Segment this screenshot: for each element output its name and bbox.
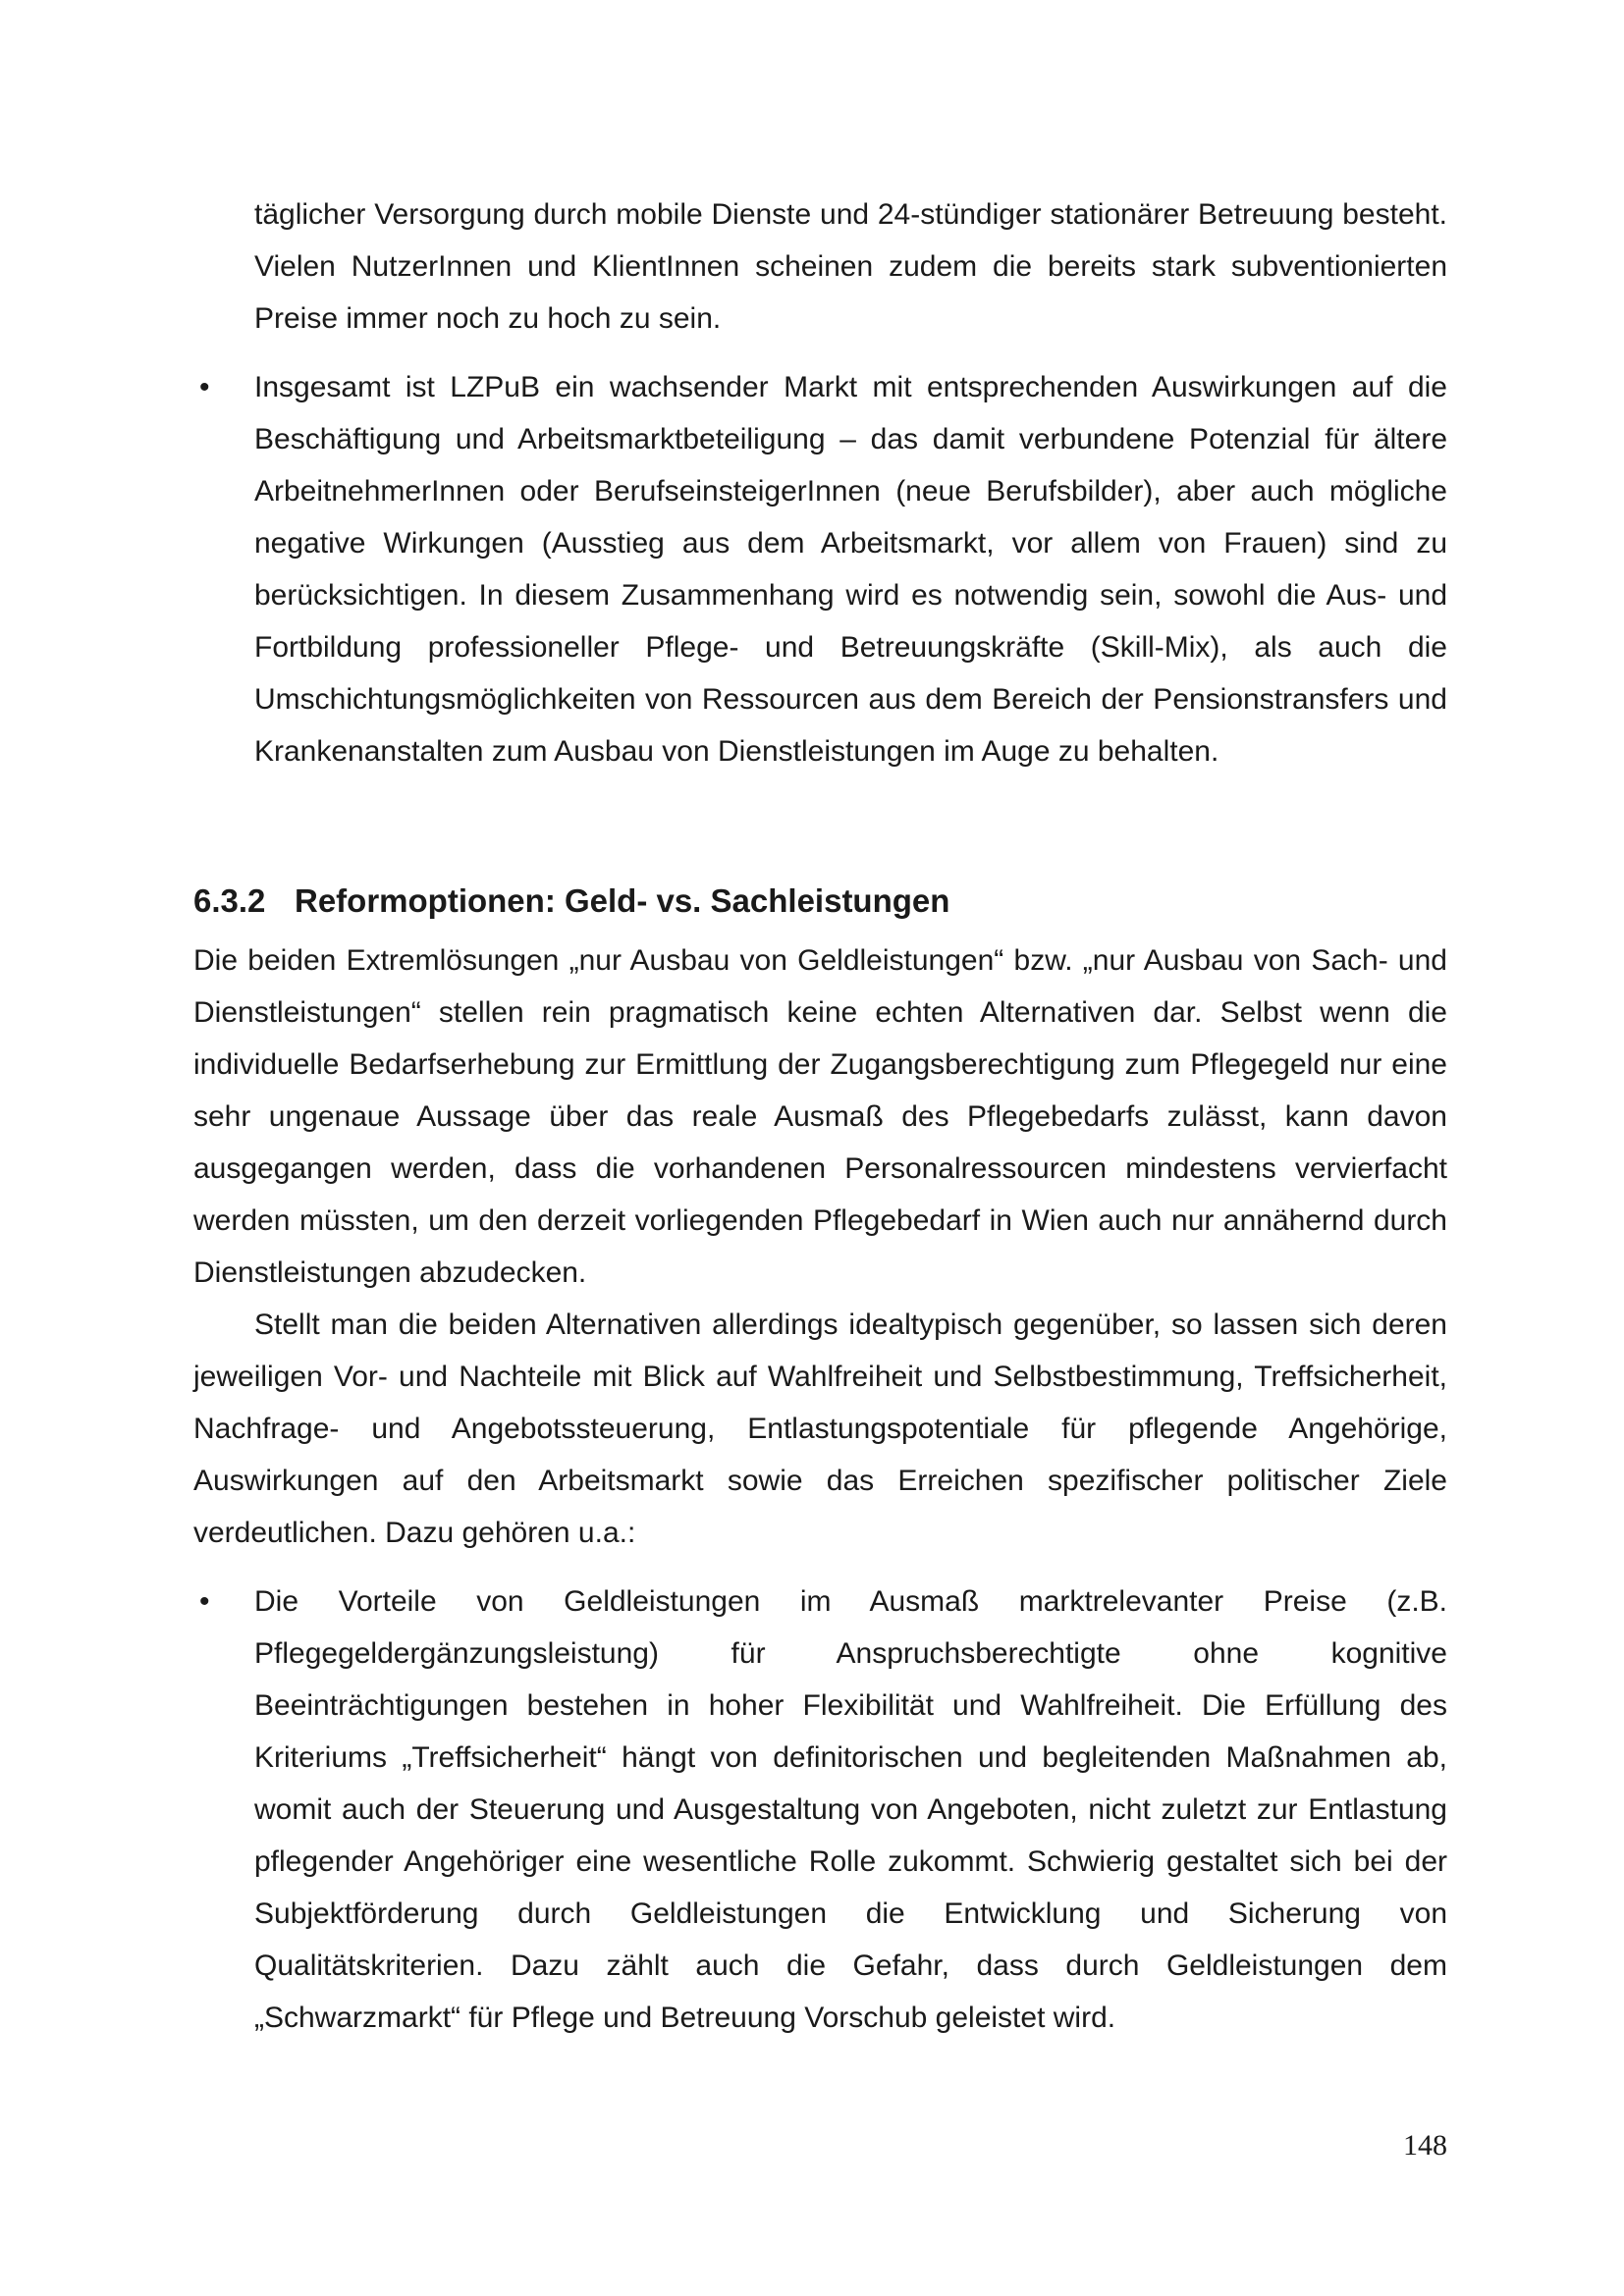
continued-bullet-text: täglicher Versorgung durch mobile Dienste und 24-stündiger stationärer Betreuung besteht. Vielen NutzerInnen und KlientInnen scheinen zudem die bereits stark subventionierten Preise immer noch zu hoch zu sein.: [254, 198, 1447, 335]
page-content: [193, 188, 1447, 2044]
bullet-item-labor-market: [199, 361, 1447, 777]
paragraph-alternatives: Stellt man die beiden Alternativen allerdings idealtypisch gegenüber, so lassen sich deren jeweiligen Vor- und Nachteile mit Blick auf Wahlfreiheit und Selbstbestimmung, Treffsicherheit, Nachfrage- und Angebotssteuerung, Entlastungspotentiale für pflegende Angehörige, Auswirkungen auf den Arbeitsmarkt sowie das Erreichen spezifischer politischer Ziele verdeutlichen. Dazu gehören u.a.:: [193, 1308, 1447, 1549]
bullet-dot-icon: •: [199, 371, 210, 403]
bullet-text: Insgesamt ist LZPuB ein wachsender Markt mit entsprechenden Auswirkungen auf die Beschäftigung und Arbeitsmarktbeteiligung – das damit verbundene Potenzial für ältere ArbeitnehmerInnen oder BerufseinsteigerInnen (neue Berufsbilder), aber auch mögliche negative Wirkungen (Ausstieg aus dem Arbeitsmarkt, vor allem von Frauen) sind zu berücksichtigen. In diesem Zusammenhang wird es notwendig sein, sowohl die Aus- und Fortbildung professioneller Pflege- und Betreuungskräfte (Skill-Mix), als auch die Umschichtungsmöglichkeiten von Ressourcen aus dem Bereich der Pensionstransfers und Krankenanstalten zum Ausbau von Dienstleistungen im Auge zu behalten.: [254, 371, 1447, 768]
bullet-item-cash-benefits: [199, 1575, 1447, 2044]
paragraph-extreme-solutions: Die beiden Extremlösungen „nur Ausbau von Geldleistungen“ bzw. „nur Ausbau von Sach- und Dienstleistungen“ stellen rein pragmatisch keine echten Alternativen dar. Selbst wenn die individuelle Bedarfserhebung zur Ermittlung der Zugangsberechtigung zum Pflegegeld nur eine sehr ungenaue Aussage über das reale Ausmaß des Pflegebedarfs zulässt, kann davon ausgegangen werden, dass die vorhandenen Personalressourcen mindestens vervierfacht werden müssten, um den derzeit vorliegenden Pflegebedarf in Wien auch nur annähernd durch Dienstleistungen abzudecken.: [193, 944, 1447, 1289]
bullet-dot-icon: •: [199, 1585, 210, 1618]
page-number: 148: [1403, 2129, 1447, 2162]
section-title: Reformoptionen: Geld- vs. Sachleistungen: [295, 882, 950, 919]
section-heading: [193, 880, 1447, 923]
bullet-text: Die Vorteile von Geldleistungen im Ausmaß marktrelevanter Preise (z.B. Pflegegeldergänzungsleistung) für Anspruchsberechtigte ohne kognitive Beeinträchtigungen bestehen in hoher Flexibilität und Wahlfreiheit. Die Erfüllung des Kriteriums „Treffsicherheit“ hängt von definitorischen und begleitenden Maßnahmen ab, womit auch der Steuerung und Ausgestaltung von Angeboten, nicht zuletzt zur Entlastung pflegender Angehöriger eine wesentliche Rolle zukommt. Schwierig gestaltet sich bei der Subjektförderung durch Geldleistungen die Entwicklung und Sicherung von Qualitätskriterien. Dazu zählt auch die Gefahr, dass durch Geldleistungen dem „Schwarzmarkt“ für Pflege und Betreuung Vorschub geleistet wird.: [254, 1585, 1447, 2034]
section-number: 6.3.2: [193, 882, 266, 919]
